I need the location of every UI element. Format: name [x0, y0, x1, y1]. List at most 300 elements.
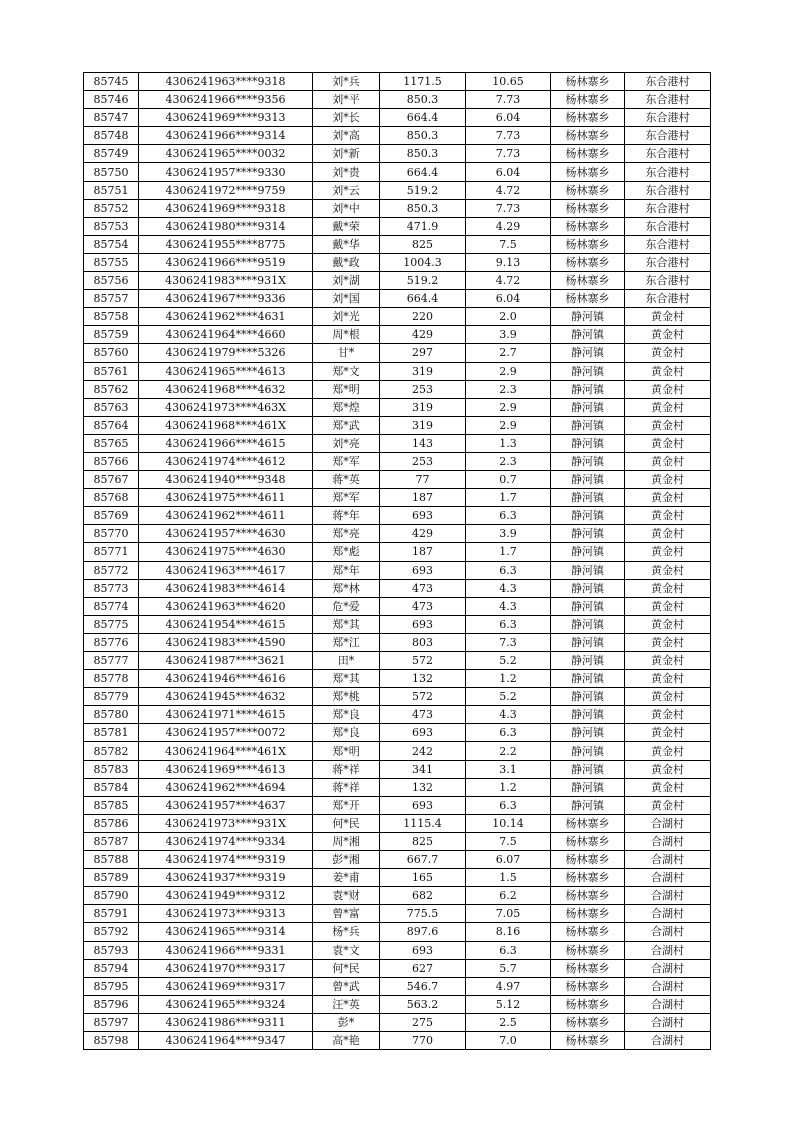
value-cell: 1.7 — [466, 543, 551, 561]
value-cell: 1.7 — [466, 489, 551, 507]
row-number-cell: 85775 — [84, 615, 139, 633]
township-cell: 杨林寨乡 — [551, 905, 625, 923]
name-cell: 刘*兵 — [313, 73, 380, 91]
township-cell: 杨林寨乡 — [551, 832, 625, 850]
row-number-cell: 85781 — [84, 724, 139, 742]
name-cell: 何*民 — [313, 814, 380, 832]
amount-cell: 803 — [380, 633, 466, 651]
id-number-cell: 4306241979****5326 — [139, 344, 313, 362]
name-cell: 田* — [313, 652, 380, 670]
amount-cell: 519.2 — [380, 181, 466, 199]
value-cell: 9.13 — [466, 253, 551, 271]
amount-cell: 850.3 — [380, 127, 466, 145]
row-number-cell: 85758 — [84, 308, 139, 326]
amount-cell: 693 — [380, 724, 466, 742]
table-row — [84, 941, 711, 959]
row-number-cell: 85764 — [84, 416, 139, 434]
id-number-cell: 4306241966****4615 — [139, 434, 313, 452]
amount-cell: 1004.3 — [380, 253, 466, 271]
village-cell: 黄金村 — [625, 579, 711, 597]
table-row — [84, 416, 711, 434]
village-cell: 黄金村 — [625, 724, 711, 742]
township-cell: 静河镇 — [551, 633, 625, 651]
name-cell: 高*艳 — [313, 1031, 380, 1049]
id-number-cell: 4306241983****4614 — [139, 579, 313, 597]
value-cell: 8.16 — [466, 923, 551, 941]
township-cell: 静河镇 — [551, 579, 625, 597]
amount-cell: 275 — [380, 1013, 466, 1031]
row-number-cell: 85785 — [84, 796, 139, 814]
id-number-cell: 4306241969****9318 — [139, 199, 313, 217]
table-row — [84, 579, 711, 597]
id-number-cell: 4306241980****9314 — [139, 217, 313, 235]
table-row — [84, 995, 711, 1013]
row-number-cell: 85772 — [84, 561, 139, 579]
id-number-cell: 4306241964****4660 — [139, 326, 313, 344]
township-cell: 静河镇 — [551, 416, 625, 434]
village-cell: 黄金村 — [625, 597, 711, 615]
amount-cell: 693 — [380, 561, 466, 579]
amount-cell: 187 — [380, 543, 466, 561]
village-cell: 黄金村 — [625, 452, 711, 470]
value-cell: 1.2 — [466, 670, 551, 688]
amount-cell: 572 — [380, 688, 466, 706]
township-cell: 杨林寨乡 — [551, 181, 625, 199]
village-cell: 东合港村 — [625, 199, 711, 217]
township-cell: 杨林寨乡 — [551, 163, 625, 181]
row-number-cell: 85777 — [84, 652, 139, 670]
name-cell: 刘*亮 — [313, 434, 380, 452]
name-cell: 何*民 — [313, 959, 380, 977]
township-cell: 杨林寨乡 — [551, 272, 625, 290]
id-number-cell: 4306241972****9759 — [139, 181, 313, 199]
township-cell: 静河镇 — [551, 434, 625, 452]
id-number-cell: 4306241957****4630 — [139, 525, 313, 543]
table-row — [84, 471, 711, 489]
amount-cell: 297 — [380, 344, 466, 362]
row-number-cell: 85770 — [84, 525, 139, 543]
township-cell: 静河镇 — [551, 380, 625, 398]
id-number-cell: 4306241969****9317 — [139, 977, 313, 995]
value-cell: 6.3 — [466, 796, 551, 814]
table-row — [84, 869, 711, 887]
name-cell: 刘*新 — [313, 145, 380, 163]
name-cell: 姜*甫 — [313, 869, 380, 887]
name-cell: 刘*高 — [313, 127, 380, 145]
amount-cell: 319 — [380, 416, 466, 434]
row-number-cell: 85767 — [84, 471, 139, 489]
value-cell: 2.0 — [466, 308, 551, 326]
name-cell: 戴*荣 — [313, 217, 380, 235]
id-number-cell: 4306241937****9319 — [139, 869, 313, 887]
value-cell: 3.9 — [466, 326, 551, 344]
village-cell: 黄金村 — [625, 706, 711, 724]
row-number-cell: 85784 — [84, 778, 139, 796]
township-cell: 杨林寨乡 — [551, 109, 625, 127]
amount-cell: 546.7 — [380, 977, 466, 995]
table-row — [84, 742, 711, 760]
value-cell: 5.2 — [466, 652, 551, 670]
value-cell: 1.2 — [466, 778, 551, 796]
table-row — [84, 1031, 711, 1049]
township-cell: 静河镇 — [551, 688, 625, 706]
value-cell: 7.73 — [466, 145, 551, 163]
table-row — [84, 362, 711, 380]
amount-cell: 693 — [380, 507, 466, 525]
village-cell: 黄金村 — [625, 308, 711, 326]
row-number-cell: 85791 — [84, 905, 139, 923]
id-number-cell: 4306241966****9356 — [139, 91, 313, 109]
table-row — [84, 489, 711, 507]
value-cell: 6.04 — [466, 290, 551, 308]
township-cell: 杨林寨乡 — [551, 923, 625, 941]
township-cell: 杨林寨乡 — [551, 199, 625, 217]
name-cell: 郑*良 — [313, 724, 380, 742]
value-cell: 7.73 — [466, 199, 551, 217]
table-row — [84, 814, 711, 832]
row-number-cell: 85757 — [84, 290, 139, 308]
amount-cell: 664.4 — [380, 109, 466, 127]
row-number-cell: 85745 — [84, 73, 139, 91]
id-number-cell: 4306241966****9331 — [139, 941, 313, 959]
row-number-cell: 85755 — [84, 253, 139, 271]
value-cell: 6.04 — [466, 109, 551, 127]
name-cell: 危*爱 — [313, 597, 380, 615]
row-number-cell: 85792 — [84, 923, 139, 941]
value-cell: 5.2 — [466, 688, 551, 706]
row-number-cell: 85753 — [84, 217, 139, 235]
name-cell: 刘*云 — [313, 181, 380, 199]
row-number-cell: 85763 — [84, 398, 139, 416]
village-cell: 黄金村 — [625, 543, 711, 561]
amount-cell: 242 — [380, 742, 466, 760]
village-cell: 黄金村 — [625, 380, 711, 398]
township-cell: 静河镇 — [551, 670, 625, 688]
table-row — [84, 977, 711, 995]
name-cell: 郑*年 — [313, 561, 380, 579]
id-number-cell: 4306241957****9330 — [139, 163, 313, 181]
amount-cell: 572 — [380, 652, 466, 670]
value-cell: 10.65 — [466, 73, 551, 91]
table-row — [84, 724, 711, 742]
table-row — [84, 253, 711, 271]
amount-cell: 563.2 — [380, 995, 466, 1013]
id-number-cell: 4306241966****9314 — [139, 127, 313, 145]
id-number-cell: 4306241963****4617 — [139, 561, 313, 579]
village-cell: 黄金村 — [625, 434, 711, 452]
village-cell: 合湖村 — [625, 941, 711, 959]
id-number-cell: 4306241954****4615 — [139, 615, 313, 633]
value-cell: 2.9 — [466, 362, 551, 380]
value-cell: 2.2 — [466, 742, 551, 760]
name-cell: 戴*华 — [313, 235, 380, 253]
table-row — [84, 525, 711, 543]
village-cell: 合湖村 — [625, 923, 711, 941]
value-cell: 2.9 — [466, 398, 551, 416]
table-row — [84, 1013, 711, 1031]
township-cell: 静河镇 — [551, 615, 625, 633]
township-cell: 静河镇 — [551, 489, 625, 507]
table-row — [84, 507, 711, 525]
township-cell: 杨林寨乡 — [551, 1031, 625, 1049]
table-row — [84, 778, 711, 796]
village-cell: 黄金村 — [625, 507, 711, 525]
value-cell: 4.3 — [466, 706, 551, 724]
village-cell: 黄金村 — [625, 633, 711, 651]
id-number-cell: 4306241973****9313 — [139, 905, 313, 923]
amount-cell: 850.3 — [380, 145, 466, 163]
amount-cell: 1171.5 — [380, 73, 466, 91]
value-cell: 2.7 — [466, 344, 551, 362]
name-cell: 刘*国 — [313, 290, 380, 308]
id-number-cell: 4306241963****4620 — [139, 597, 313, 615]
table-row — [84, 272, 711, 290]
id-number-cell: 4306241940****9348 — [139, 471, 313, 489]
township-cell: 杨林寨乡 — [551, 995, 625, 1013]
row-number-cell: 85768 — [84, 489, 139, 507]
name-cell: 蒋*祥 — [313, 778, 380, 796]
row-number-cell: 85771 — [84, 543, 139, 561]
value-cell: 4.97 — [466, 977, 551, 995]
township-cell: 杨林寨乡 — [551, 145, 625, 163]
row-number-cell: 85750 — [84, 163, 139, 181]
row-number-cell: 85756 — [84, 272, 139, 290]
name-cell: 彭*湘 — [313, 851, 380, 869]
table-row — [84, 452, 711, 470]
value-cell: 6.3 — [466, 507, 551, 525]
name-cell: 蒋*年 — [313, 507, 380, 525]
village-cell: 黄金村 — [625, 670, 711, 688]
id-number-cell: 4306241967****9336 — [139, 290, 313, 308]
amount-cell: 682 — [380, 887, 466, 905]
township-cell: 静河镇 — [551, 760, 625, 778]
village-cell: 东合港村 — [625, 73, 711, 91]
table-row — [84, 434, 711, 452]
row-number-cell: 85786 — [84, 814, 139, 832]
row-number-cell: 85796 — [84, 995, 139, 1013]
amount-cell: 319 — [380, 398, 466, 416]
id-number-cell: 4306241966****9519 — [139, 253, 313, 271]
name-cell: 郑*江 — [313, 633, 380, 651]
value-cell: 7.0 — [466, 1031, 551, 1049]
amount-cell: 1115.4 — [380, 814, 466, 832]
village-cell: 合湖村 — [625, 851, 711, 869]
row-number-cell: 85783 — [84, 760, 139, 778]
id-number-cell: 4306241974****4612 — [139, 452, 313, 470]
data-table — [83, 72, 711, 1050]
table-row — [84, 706, 711, 724]
name-cell: 郑*文 — [313, 362, 380, 380]
id-number-cell: 4306241973****931X — [139, 814, 313, 832]
table-row — [84, 217, 711, 235]
amount-cell: 187 — [380, 489, 466, 507]
name-cell: 刘*平 — [313, 91, 380, 109]
table-row — [84, 652, 711, 670]
value-cell: 3.9 — [466, 525, 551, 543]
village-cell: 东合港村 — [625, 163, 711, 181]
township-cell: 杨林寨乡 — [551, 253, 625, 271]
id-number-cell: 4306241965****9314 — [139, 923, 313, 941]
value-cell: 6.3 — [466, 561, 551, 579]
row-number-cell: 85793 — [84, 941, 139, 959]
name-cell: 郑*明 — [313, 742, 380, 760]
name-cell: 戴*政 — [313, 253, 380, 271]
amount-cell: 473 — [380, 579, 466, 597]
id-number-cell: 4306241962****4611 — [139, 507, 313, 525]
amount-cell: 429 — [380, 525, 466, 543]
value-cell: 6.3 — [466, 615, 551, 633]
row-number-cell: 85746 — [84, 91, 139, 109]
amount-cell: 132 — [380, 778, 466, 796]
name-cell: 曾*武 — [313, 977, 380, 995]
township-cell: 静河镇 — [551, 742, 625, 760]
village-cell: 黄金村 — [625, 688, 711, 706]
amount-cell: 664.4 — [380, 163, 466, 181]
village-cell: 黄金村 — [625, 796, 711, 814]
village-cell: 东合港村 — [625, 127, 711, 145]
id-number-cell: 4306241974****9334 — [139, 832, 313, 850]
amount-cell: 519.2 — [380, 272, 466, 290]
township-cell: 静河镇 — [551, 796, 625, 814]
township-cell: 静河镇 — [551, 344, 625, 362]
value-cell: 3.1 — [466, 760, 551, 778]
name-cell: 甘* — [313, 344, 380, 362]
id-number-cell: 4306241946****4616 — [139, 670, 313, 688]
township-cell: 杨林寨乡 — [551, 941, 625, 959]
village-cell: 黄金村 — [625, 489, 711, 507]
amount-cell: 850.3 — [380, 91, 466, 109]
value-cell: 1.5 — [466, 869, 551, 887]
township-cell: 静河镇 — [551, 652, 625, 670]
village-cell: 东合港村 — [625, 272, 711, 290]
township-cell: 杨林寨乡 — [551, 977, 625, 995]
township-cell: 杨林寨乡 — [551, 91, 625, 109]
name-cell: 郑*军 — [313, 452, 380, 470]
township-cell: 杨林寨乡 — [551, 887, 625, 905]
id-number-cell: 4306241971****4615 — [139, 706, 313, 724]
name-cell: 郑*良 — [313, 706, 380, 724]
township-cell: 杨林寨乡 — [551, 851, 625, 869]
amount-cell: 693 — [380, 941, 466, 959]
id-number-cell: 4306241987****3621 — [139, 652, 313, 670]
row-number-cell: 85761 — [84, 362, 139, 380]
value-cell: 6.2 — [466, 887, 551, 905]
row-number-cell: 85749 — [84, 145, 139, 163]
village-cell: 合湖村 — [625, 1031, 711, 1049]
township-cell: 杨林寨乡 — [551, 235, 625, 253]
amount-cell: 319 — [380, 362, 466, 380]
row-number-cell: 85773 — [84, 579, 139, 597]
name-cell: 郑*武 — [313, 416, 380, 434]
id-number-cell: 4306241965****4613 — [139, 362, 313, 380]
amount-cell: 770 — [380, 1031, 466, 1049]
village-cell: 黄金村 — [625, 742, 711, 760]
township-cell: 杨林寨乡 — [551, 814, 625, 832]
table-row — [84, 73, 711, 91]
id-number-cell: 4306241962****4631 — [139, 308, 313, 326]
village-cell: 合湖村 — [625, 905, 711, 923]
name-cell: 周*根 — [313, 326, 380, 344]
village-cell: 黄金村 — [625, 778, 711, 796]
table-row — [84, 615, 711, 633]
amount-cell: 132 — [380, 670, 466, 688]
village-cell: 黄金村 — [625, 416, 711, 434]
name-cell: 郑*林 — [313, 579, 380, 597]
township-cell: 静河镇 — [551, 525, 625, 543]
value-cell: 6.07 — [466, 851, 551, 869]
village-cell: 黄金村 — [625, 344, 711, 362]
village-cell: 黄金村 — [625, 471, 711, 489]
village-cell: 合湖村 — [625, 1013, 711, 1031]
id-number-cell: 4306241964****9347 — [139, 1031, 313, 1049]
value-cell: 2.5 — [466, 1013, 551, 1031]
township-cell: 静河镇 — [551, 452, 625, 470]
name-cell: 郑*亮 — [313, 525, 380, 543]
amount-cell: 473 — [380, 706, 466, 724]
row-number-cell: 85754 — [84, 235, 139, 253]
row-number-cell: 85774 — [84, 597, 139, 615]
value-cell: 2.9 — [466, 416, 551, 434]
value-cell: 7.73 — [466, 127, 551, 145]
value-cell: 4.29 — [466, 217, 551, 235]
name-cell: 刘*光 — [313, 308, 380, 326]
row-number-cell: 85769 — [84, 507, 139, 525]
id-number-cell: 4306241965****0032 — [139, 145, 313, 163]
id-number-cell: 4306241962****4694 — [139, 778, 313, 796]
village-cell: 东合港村 — [625, 253, 711, 271]
row-number-cell: 85759 — [84, 326, 139, 344]
table-row — [84, 796, 711, 814]
value-cell: 5.7 — [466, 959, 551, 977]
township-cell: 杨林寨乡 — [551, 127, 625, 145]
amount-cell: 429 — [380, 326, 466, 344]
amount-cell: 253 — [380, 452, 466, 470]
amount-cell: 165 — [380, 869, 466, 887]
village-cell: 东合港村 — [625, 217, 711, 235]
row-number-cell: 85788 — [84, 851, 139, 869]
village-cell: 黄金村 — [625, 525, 711, 543]
table-row — [84, 905, 711, 923]
table-row — [84, 543, 711, 561]
table-row — [84, 670, 711, 688]
amount-cell: 143 — [380, 434, 466, 452]
amount-cell: 664.4 — [380, 290, 466, 308]
name-cell: 周*湘 — [313, 832, 380, 850]
id-number-cell: 4306241965****9324 — [139, 995, 313, 1013]
village-cell: 合湖村 — [625, 869, 711, 887]
table-row — [84, 887, 711, 905]
township-cell: 静河镇 — [551, 471, 625, 489]
id-number-cell: 4306241964****461X — [139, 742, 313, 760]
village-cell: 合湖村 — [625, 995, 711, 1013]
id-number-cell: 4306241949****9312 — [139, 887, 313, 905]
name-cell: 郑*煌 — [313, 398, 380, 416]
amount-cell: 693 — [380, 615, 466, 633]
id-number-cell: 4306241945****4632 — [139, 688, 313, 706]
amount-cell: 825 — [380, 235, 466, 253]
row-number-cell: 85778 — [84, 670, 139, 688]
amount-cell: 473 — [380, 597, 466, 615]
name-cell: 郑*其 — [313, 615, 380, 633]
value-cell: 6.3 — [466, 724, 551, 742]
village-cell: 黄金村 — [625, 615, 711, 633]
id-number-cell: 4306241968****461X — [139, 416, 313, 434]
amount-cell: 341 — [380, 760, 466, 778]
id-number-cell: 4306241955****8775 — [139, 235, 313, 253]
township-cell: 杨林寨乡 — [551, 869, 625, 887]
village-cell: 黄金村 — [625, 398, 711, 416]
row-number-cell: 85747 — [84, 109, 139, 127]
